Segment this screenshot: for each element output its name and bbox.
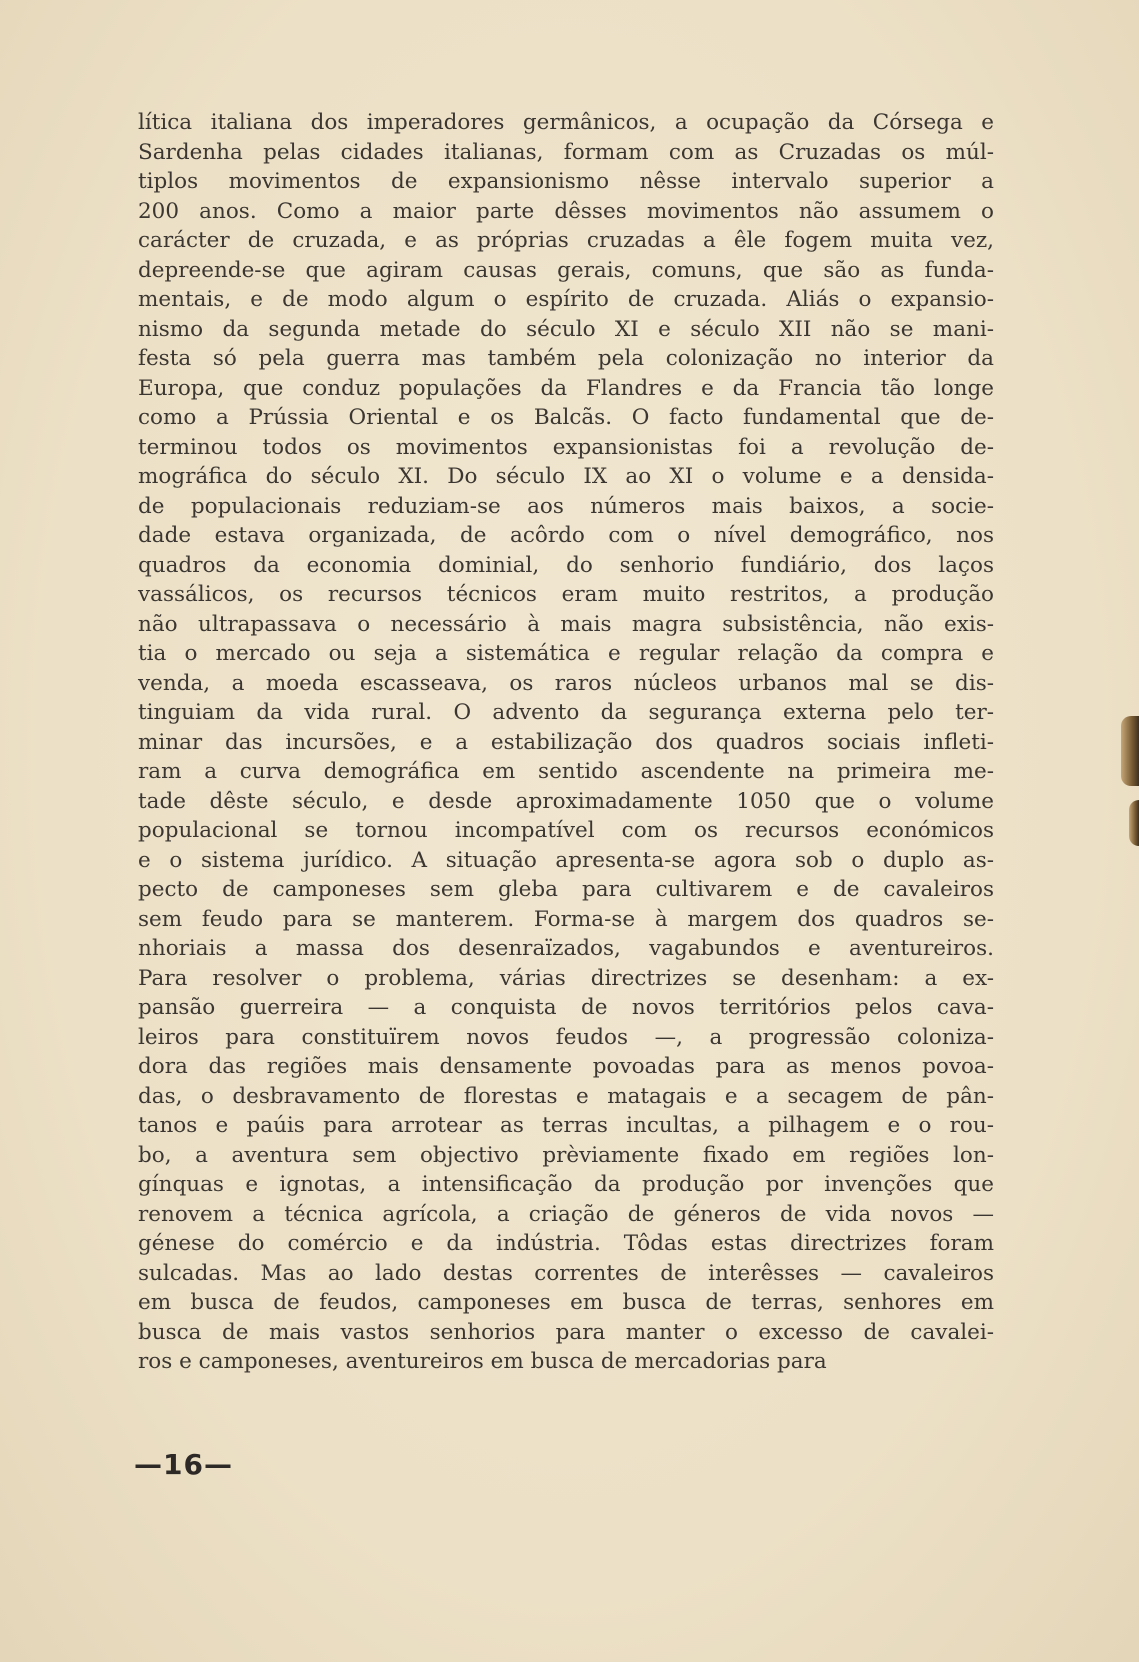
text-line: dora das regiões mais densamente povoadas para as menos povoa- (138, 1054, 994, 1079)
text-line: leiros para constituïrem novos feudos —, a progressão coloniza- (138, 1024, 994, 1050)
text-line: não ultrapassava o necessário à mais magra subsistência, não exis- (138, 611, 994, 637)
text-line: pansão guerreira — a conquista de novos territórios pelos cava- (138, 995, 994, 1020)
text-line: e o sistema jurídico. A situação apresenta-se agora sob o duplo as- (138, 847, 994, 873)
text-line: populacional se tornou incompatível com os recursos económicos (138, 818, 994, 843)
text-line: sulcadas. Mas ao lado destas correntes de interêsses — cavaleiros (138, 1260, 994, 1286)
text-line: bo, a aventura sem objectivo prèviamente fixado em regiões lon- (138, 1142, 994, 1168)
text-line: renovem a técnica agrícola, a criação de géneros de vida novos — (138, 1201, 994, 1227)
text-line: das, o desbravamento de florestas e matagais e a secagem de pân- (138, 1083, 994, 1109)
text-line: mográfica do século XI. Do século IX ao XI o volume e a densida- (138, 464, 994, 489)
text-line: venda, a moeda escasseava, os raros núcleos urbanos mal se dis- (138, 670, 994, 696)
text-line: sem feudo para se manterem. Forma-se à margem dos quadros se- (138, 906, 994, 932)
text-line: carácter de cruzada, e as próprias cruzadas a êle fogem muita vez, (138, 228, 994, 253)
text-line: como a Prússia Oriental e os Balcãs. O facto fundamental que de- (138, 405, 994, 430)
text-line: festa só pela guerra mas também pela colonização no interior da (138, 346, 994, 371)
text-line: quadros da economia dominial, do senhorio fundiário, dos laços (138, 552, 994, 578)
text-line: vassálicos, os recursos técnicos eram muito restritos, a produção (138, 582, 994, 607)
text-line: tanos e paúis para arrotear as terras incultas, a pilhagem e o rou- (138, 1113, 994, 1138)
text-line: nismo da segunda metade do século XI e século XII não se mani- (138, 316, 994, 342)
page-edge-stain (1121, 716, 1139, 786)
text-line: pecto de camponeses sem gleba para cultivarem e de cavaleiros (138, 877, 994, 902)
text-line: Para resolver o problema, várias directrizes se desenham: a ex- (138, 965, 994, 991)
text-line: dade estava organizada, de acôrdo com o nível demográfico, nos (138, 523, 994, 548)
text-line: ros e camponeses, aventureiros em busca de mercadorias para (138, 1349, 827, 1374)
text-line: Sardenha pelas cidades italianas, formam com as Cruzadas os múl- (138, 139, 994, 165)
text-line: lítica italiana dos imperadores germânicos, a ocupação da Córsega e (138, 110, 994, 135)
text-line: ram a curva demográfica em sentido ascendente na primeira me- (138, 759, 994, 784)
page-edge-stain (1129, 800, 1139, 846)
text-line: depreende-se que agiram causas gerais, comuns, que são as funda- (138, 257, 994, 283)
text-line: Europa, que conduz populações da Flandres e da Francia tão longe (138, 375, 994, 401)
text-line: tinguiam da vida rural. O advento da segurança externa pelo ter- (138, 700, 994, 725)
text-line: minar das incursões, e a estabilização dos quadros sociais infleti- (138, 729, 994, 755)
text-line: busca de mais vastos senhorios para manter o excesso de cavalei- (138, 1319, 994, 1345)
text-line: tade dêste século, e desde aproximadamente 1050 que o volume (138, 788, 994, 814)
body-text (138, 108, 994, 1377)
text-line: nhoriais a massa dos desenraïzados, vagabundos e aventureiros. (138, 936, 994, 961)
text-line: terminou todos os movimentos expansionistas foi a revolução de- (138, 434, 994, 460)
text-line: tiplos movimentos de expansionismo nêsse intervalo superior a (138, 169, 994, 194)
text-line: 200 anos. Como a maior parte dêsses movimentos não assumem o (138, 198, 994, 224)
page-number: —16— (134, 1448, 233, 1481)
text-line: de populacionais reduziam-se aos números mais baixos, a socie- (138, 493, 994, 519)
text-line: tia o mercado ou seja a sistemática e regular relação da compra e (138, 641, 994, 666)
text-line: gínquas e ignotas, a intensificação da produção por invenções que (138, 1172, 994, 1197)
text-line: mentais, e de modo algum o espírito de cruzada. Aliás o expansio- (138, 287, 994, 312)
text-line: em busca de feudos, camponeses em busca de terras, senhores em (138, 1290, 994, 1315)
text-line: génese do comércio e da indústria. Tôdas estas directrizes foram (138, 1231, 994, 1256)
